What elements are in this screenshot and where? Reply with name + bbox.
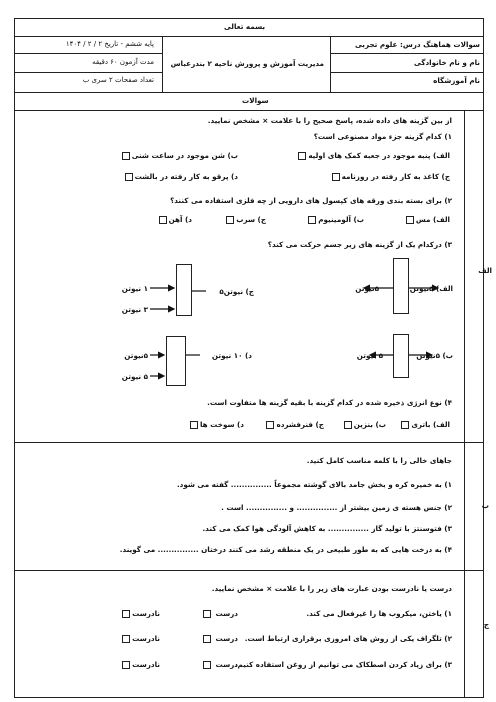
questions-heading: سوالات — [242, 96, 269, 105]
checkbox[interactable] — [344, 421, 352, 429]
question-1: ۱) کدام گزینه جزء مواد مصنوعی است؟ — [313, 132, 452, 141]
exam-duration: مدت آزمون ۶۰ دقیقه — [92, 58, 154, 66]
q4-option-c[interactable] — [264, 420, 324, 429]
force-d-right-1: ۵نیوتن — [124, 351, 148, 360]
fill-blank-2[interactable]: ۲) جنس هسته ی زمین بیشتر از ............... و ............... است . — [221, 503, 452, 512]
section-label-be: ب — [481, 501, 489, 510]
fill-blank-1[interactable]: ۱) به خمیره کره و بخش جامد بالای گوشته مجموعاً ............... گفته می شود. — [176, 480, 452, 489]
true-option-1[interactable] — [201, 609, 238, 618]
option-label: ج) سرب — [236, 215, 266, 224]
checkbox[interactable] — [401, 421, 409, 429]
option-label: الف) باتری — [411, 420, 450, 429]
part-b-instruction: جاهای خالی را با کلمه مناسب کامل کنید. — [306, 456, 452, 465]
fill-blank-3[interactable]: ۳) فتوسنتز با تولید گاز ............... به کاهش آلودگی هوا کمک می کند. — [202, 524, 452, 533]
option-label: د) آهن — [168, 215, 192, 224]
checkbox[interactable] — [122, 635, 130, 643]
force-b-right-label: ۵ نیوتن — [356, 351, 383, 360]
checkbox[interactable] — [203, 635, 211, 643]
option-label: د) پرقو به کار رفته در بالشت — [134, 172, 238, 181]
option-label: درست — [215, 660, 238, 669]
checkbox[interactable] — [266, 421, 274, 429]
divider — [14, 570, 484, 571]
force-c-right-2: ۳ نیوتن — [121, 305, 148, 314]
true-false-1: ۱) یاختن، میکروب ها را غیرفعال می کند. — [306, 609, 452, 618]
option-label: ج) فنرفشرده — [276, 420, 324, 429]
option-label: ب) شن موجود در ساعت شنی — [131, 151, 238, 160]
checkbox[interactable] — [203, 610, 211, 618]
subject-label: سوالات هماهنگ درس: علوم تجربی — [355, 40, 480, 49]
checkbox[interactable] — [122, 610, 130, 618]
name-field-label[interactable]: نام و نام خانوادگی — [414, 58, 480, 67]
option-label: نادرست — [132, 634, 160, 643]
q4-option-a[interactable] — [399, 420, 450, 429]
section-label-alef: الف — [478, 266, 492, 275]
force-d-right-2: ۵ نیوتن — [121, 372, 148, 381]
force-c-right-1: ۱ نیوتن — [121, 284, 148, 293]
question-2: ۲) برای بسته بندی ورقه های کپسول های دارویی از چه فلزی استفاده می کنند؟ — [170, 196, 452, 205]
basmala: بسمه تعالی — [224, 22, 266, 31]
true-false-2: ۲) تلگراف یکی از روش های امروزی برقراری ارتباط است. — [244, 634, 452, 643]
false-option-1[interactable] — [120, 609, 160, 618]
option-label: نادرست — [132, 660, 160, 669]
option-label: الف) پنبه موجود در جعبه کمک های اولیه — [308, 151, 450, 160]
force-b-left-label: ب) ۵نیوتن — [416, 351, 453, 360]
school-field-label[interactable]: نام آموزشگاه — [433, 76, 480, 85]
option-label: الف) مس — [415, 215, 450, 224]
force-a-left-label: الف) ۵نیوتن — [409, 284, 453, 293]
organization-title: مدیریت آموزش و پرورش ناحیه ۲ بندرعباس — [170, 59, 324, 68]
force-c-label: ج) نیوتن۵ — [219, 287, 254, 296]
option-label: درست — [215, 609, 238, 618]
checkbox[interactable] — [203, 661, 211, 669]
fill-blank-4[interactable]: ۴) به درخت هایی که به طور طبیعی در یک منطقه رشد می کنند درختان ............... می گویند. — [119, 545, 452, 554]
divider — [14, 442, 484, 443]
option-label: نادرست — [132, 609, 160, 618]
checkbox[interactable] — [122, 661, 130, 669]
true-false-3: ۳) برای زیاد کردن اصطکاک می توانیم از روغن استفاده کنیم. — [234, 660, 452, 669]
page-count: تعداد صفحات ۲ سری ب — [82, 76, 154, 84]
option-label: د) سوخت ها — [199, 420, 244, 429]
force-d-label: د) ۱۰ نیوتن — [211, 351, 252, 360]
q4-option-b[interactable] — [342, 420, 386, 429]
true-option-2[interactable] — [201, 634, 238, 643]
checkbox[interactable] — [190, 421, 198, 429]
q4-option-d[interactable] — [188, 420, 244, 429]
option-label: ب) آلومینیوم — [318, 215, 364, 224]
question-4: ۴) نوع انرژی ذخیره شده در کدام گزینه با بقیه گزینه ها متفاوت است. — [207, 398, 452, 407]
force-a-right-label: ۵نیوتن — [355, 284, 379, 293]
part-a-instruction: از بین گزینه های داده شده، پاسخ صحیح را با علامت × مشخص نمایید. — [207, 116, 452, 125]
option-label: درست — [215, 634, 238, 643]
grade-date: پایه ششم - تاریخ ۲ / ۲ / ۱۴۰۴ — [65, 40, 154, 48]
false-option-2[interactable] — [120, 634, 160, 643]
section-label-jim: ج — [483, 620, 489, 629]
option-label: ج) کاغذ به کار رفته در روزنامه — [341, 172, 450, 181]
part-c-instruction: درست یا نادرست بودن عبارت های زیر را با علامت × مشخص نمایید. — [211, 584, 452, 593]
false-option-3[interactable] — [120, 660, 160, 669]
option-label: ب) بنزین — [353, 420, 386, 429]
question-3: ۳) درکدام یک از گزینه های زیر جسم حرکت می کند؟ — [267, 240, 452, 249]
true-option-3[interactable] — [201, 660, 238, 669]
